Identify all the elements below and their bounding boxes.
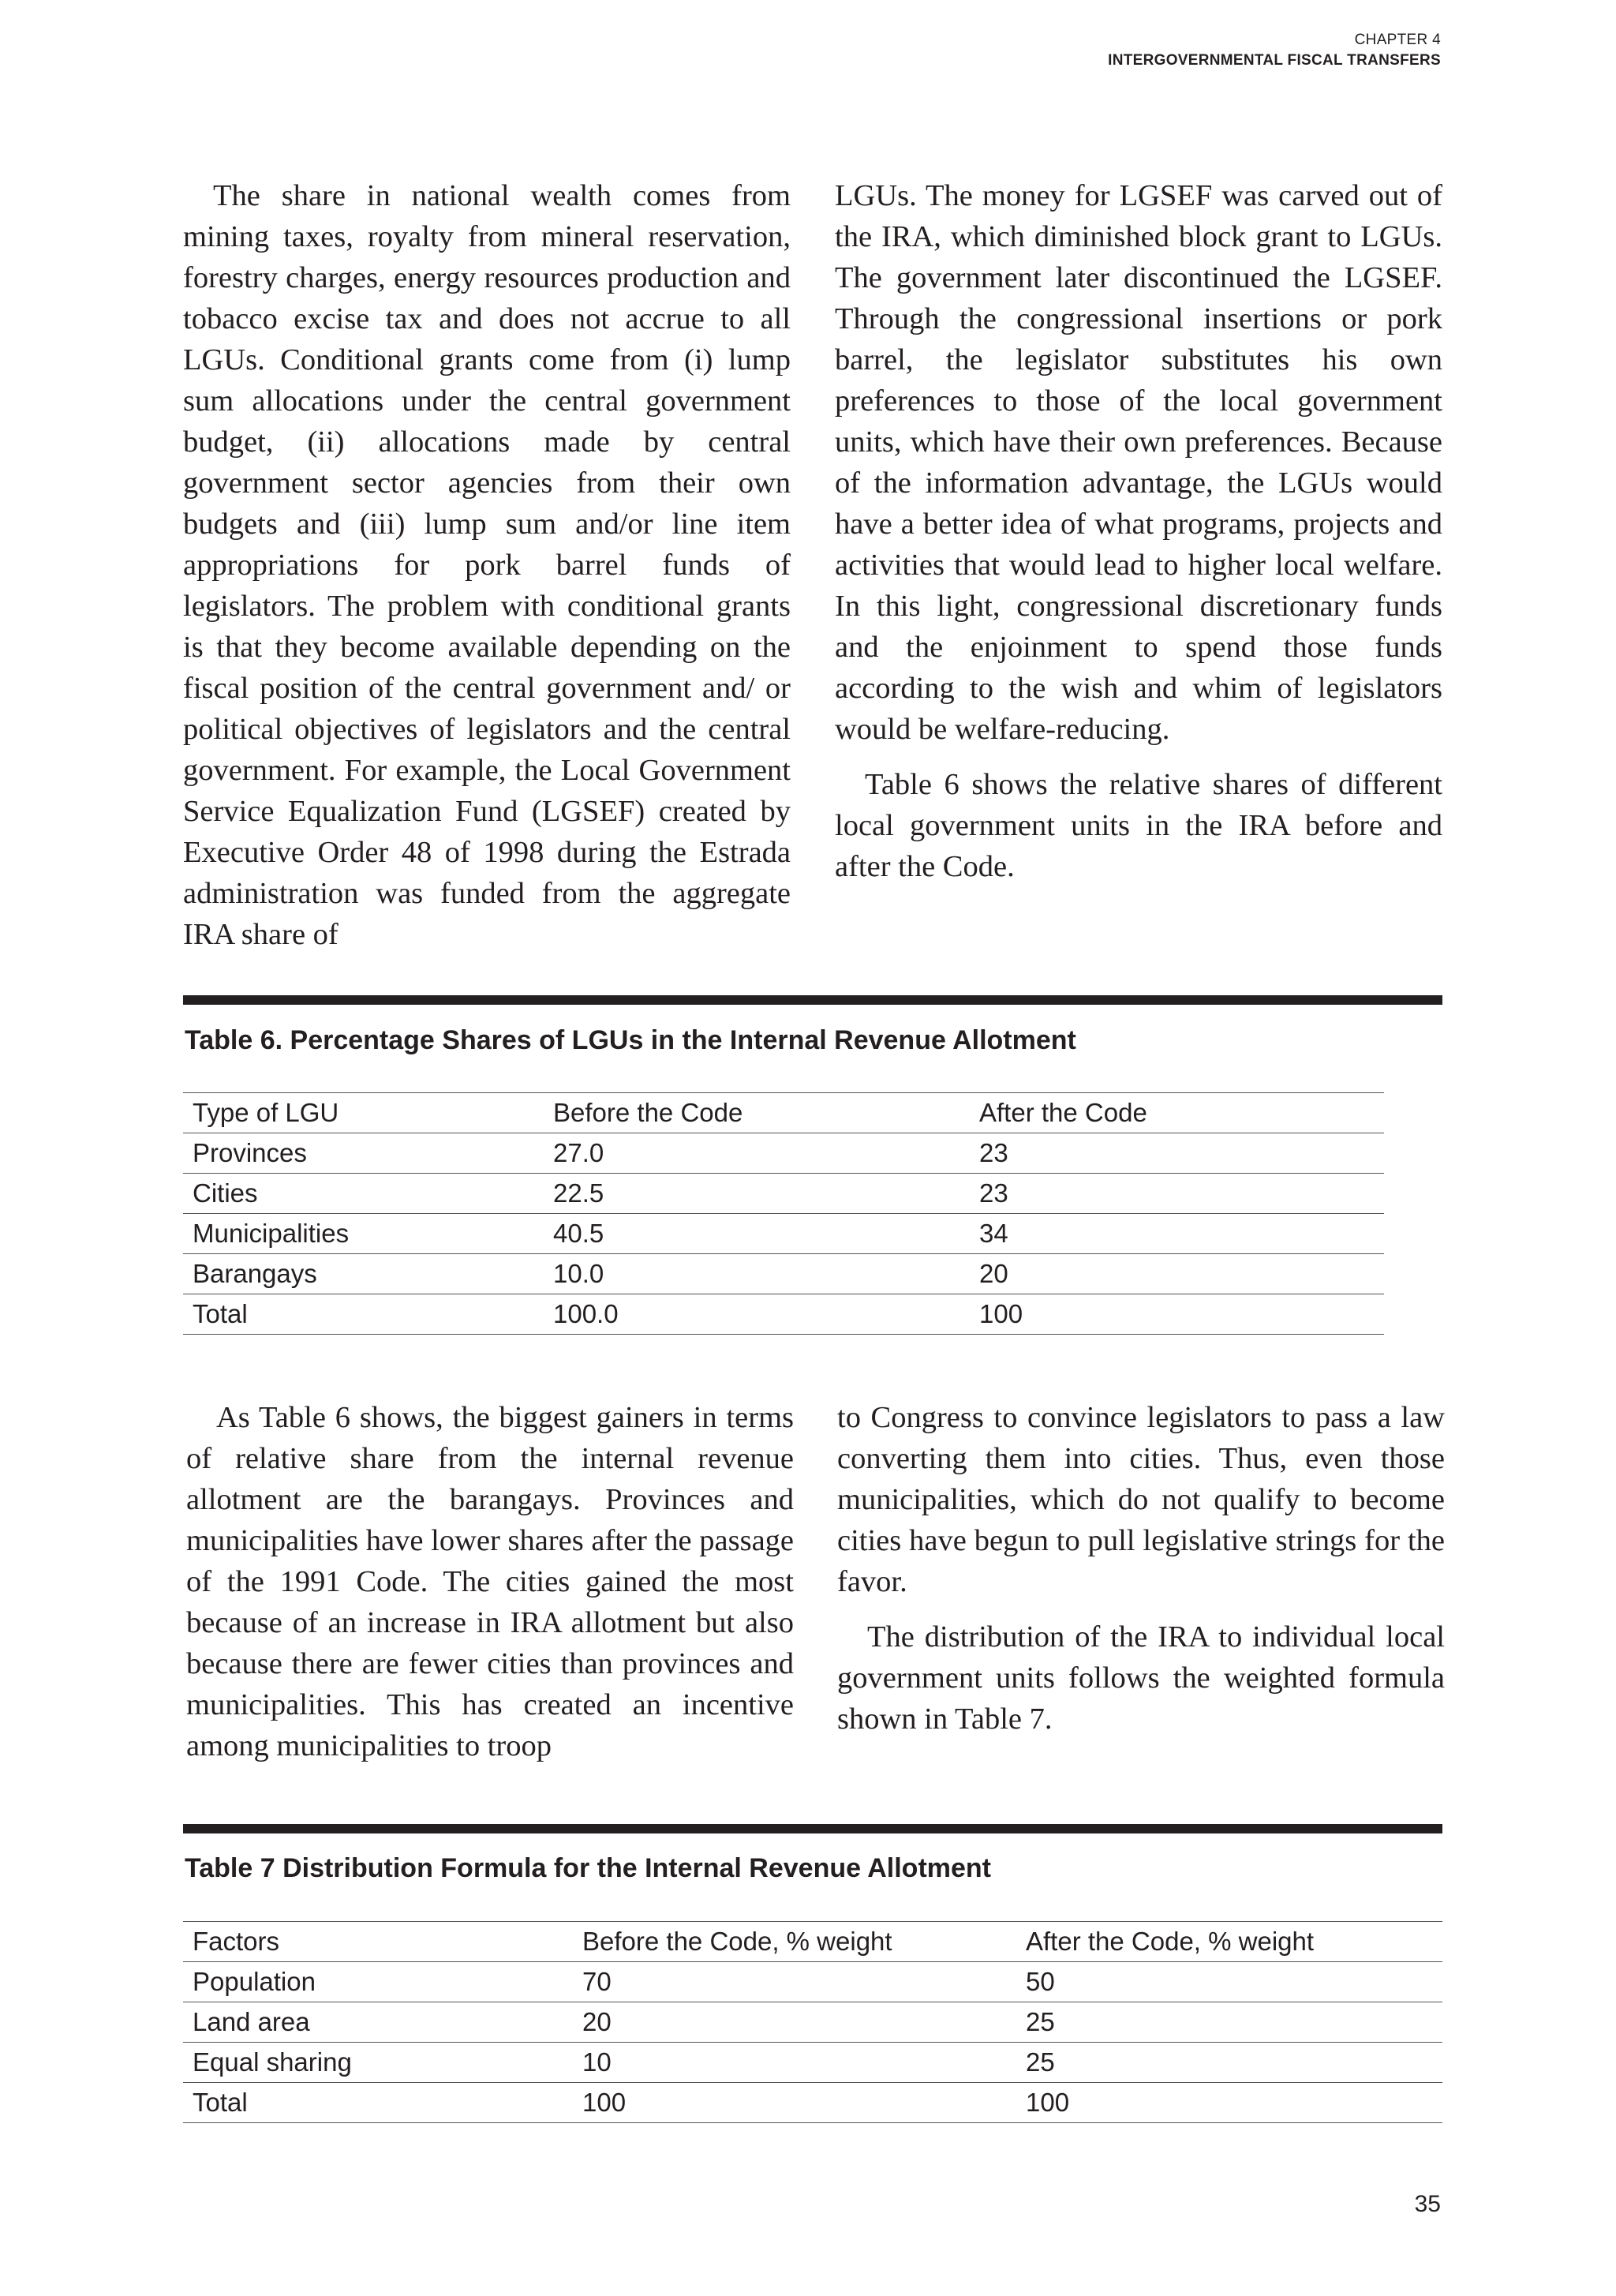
body-paragraph: The share in national wealth comes from mining taxes, royalty from mineral reservation, forestry charges, energy resources production and tobacco excise tax and does not accrue to all LGUs. Conditional grants come from (i) lump sum allocations under the central government budget, (ii) allocations made by central government sector agencies from their own budgets and (iii) lump sum and/or line item appropriations for pork barrel funds of legislators. The problem with conditional grants is that they become available depending on the fiscal position of the central government and/ or political objectives of legislators and the central government. For example, the Local Government Service Equalization Fund (LGSEF) created by Executive Order 48 of 1998 during the Estrada administration was funded from the aggregate IRA share of	[183, 179, 791, 951]
column-header: Type of LGU	[183, 1093, 544, 1133]
bottom-left-column	[186, 1397, 794, 1766]
table-cell: Barangays	[183, 1254, 544, 1294]
column-header: Before the Code, % weight	[573, 1922, 1016, 1962]
table-cell: 100	[970, 1294, 1384, 1335]
body-paragraph: to Congress to convince legislators to pass a law converting them into cities. Thus, even those municipalities, which do not qualify to become cities have begun to pull legislative strings for the favor.	[837, 1401, 1445, 1598]
page-number: 35	[1414, 2191, 1441, 2217]
table-row	[183, 1294, 1384, 1335]
table-cell: Provinces	[183, 1133, 544, 1174]
table-cell: 25	[1016, 2043, 1442, 2083]
table-cell: Equal sharing	[183, 2043, 573, 2083]
table-cell: 25	[1016, 2002, 1442, 2043]
body-paragraph: LGUs. The money for LGSEF was carved out of the IRA, which diminished block grant to LGUs. The government later discontinued the LGSEF. Through the congressional insertions or pork barrel, the legislator substitutes his own preferences to those of the local government units, which have their own preferences. Because of the information advantage, the LGUs would have a better idea of what programs, projects and activities that would lead to higher local welfare. In this light, congressional discretionary funds and the enjoinment to spend those funds according to the wish and whim of legislators would be welfare-reducing.	[835, 179, 1442, 746]
table-cell: 22.5	[544, 1174, 970, 1214]
table-row	[183, 2083, 1442, 2123]
top-left-column	[183, 175, 791, 955]
column-header: Before the Code	[544, 1093, 970, 1133]
table-cell: 23	[970, 1133, 1384, 1174]
table-cell: 70	[573, 1962, 1016, 2002]
table-cell: 20	[573, 2002, 1016, 2043]
table-row	[183, 1174, 1384, 1214]
table-cell: 100	[1016, 2083, 1442, 2123]
table-cell: Cities	[183, 1174, 544, 1214]
table-row	[183, 1254, 1384, 1294]
table-cell: 50	[1016, 1962, 1442, 2002]
table-cell: Population	[183, 1962, 573, 2002]
table-row	[183, 1214, 1384, 1254]
column-header: Factors	[183, 1922, 573, 1962]
table-cell: 27.0	[544, 1133, 970, 1174]
table-cell: Land area	[183, 2002, 573, 2043]
table-cell: Total	[183, 2083, 573, 2123]
table-cell: Total	[183, 1294, 544, 1335]
table-cell: Municipalities	[183, 1214, 544, 1254]
bottom-right-column	[837, 1397, 1445, 1740]
table-header-row	[183, 1922, 1442, 1962]
table-row	[183, 1962, 1442, 2002]
table6-top-rule	[183, 995, 1442, 1005]
body-paragraph: Table 6 shows the relative shares of different local government units in the IRA before and after the Code.	[835, 768, 1442, 883]
table-cell: 20	[970, 1254, 1384, 1294]
table6-caption: Table 6. Percentage Shares of LGUs in the Internal Revenue Allotment	[185, 1025, 1076, 1055]
table-row	[183, 2043, 1442, 2083]
running-header	[1108, 30, 1441, 71]
table-cell: 100.0	[544, 1294, 970, 1335]
table6	[183, 1092, 1384, 1335]
table-row	[183, 2002, 1442, 2043]
body-paragraph: As Table 6 shows, the biggest gainers in terms of relative share from the internal revenue allotment are the barangays. Provinces and municipalities have lower shares after the passage of the 1991 Code. The cities gained the most because of an increase in IRA allotment but also because there are fewer cities than provinces and municipalities. This has created an incentive among municipalities to troop	[186, 1401, 794, 1762]
table-cell: 40.5	[544, 1214, 970, 1254]
top-right-column	[835, 175, 1442, 887]
table-row	[183, 1133, 1384, 1174]
table7-top-rule	[183, 1824, 1442, 1833]
table7	[183, 1921, 1442, 2123]
table-header-row	[183, 1093, 1384, 1133]
table-cell: 10	[573, 2043, 1016, 2083]
chapter-title: INTERGOVERNMENTAL FISCAL TRANSFERS	[1108, 52, 1441, 69]
table-cell: 23	[970, 1174, 1384, 1214]
table-cell: 100	[573, 2083, 1016, 2123]
table7-caption: Table 7 Distribution Formula for the Internal Revenue Allotment	[185, 1853, 991, 1883]
column-header: After the Code, % weight	[1016, 1922, 1442, 1962]
body-paragraph: The distribution of the IRA to individual local government units follows the weighted formula shown in Table 7.	[837, 1620, 1445, 1736]
table-cell: 10.0	[544, 1254, 970, 1294]
chapter-label: CHAPTER 4	[1354, 32, 1441, 48]
table-cell: 34	[970, 1214, 1384, 1254]
column-header: After the Code	[970, 1093, 1384, 1133]
